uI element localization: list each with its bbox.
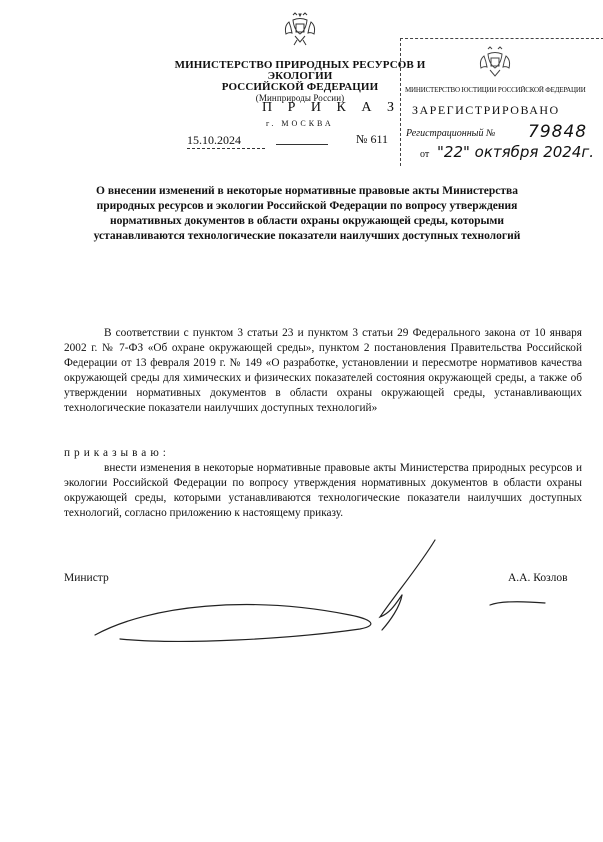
ministry-name-line2: РОССИЙСКОЙ ФЕДЕРАЦИИ [221, 81, 379, 93]
order-word: приказываю: [64, 447, 170, 459]
document-title: О внесении изменений в некоторые нормативные правовые акты Министерства природных ресурсов и экологии Российской Федерации по вопросу утверждения нормативных документов в области охраны окружающей среды, которыми устанавливаются технологические показатели наилучших доступных технологий [93, 185, 521, 242]
directive-paragraph: внести изменения в некоторые нормативные правовые акты Министерства природных ресурсов и экологии Российской Федерации по вопросу утверждения нормативных документов в области охраны окружающей среды, которыми устанавливаются технологические показатели наилучших доступных технологий, согласно приложению к настоящему приказу. [64, 462, 582, 519]
stamp-date-prefix: от [420, 149, 430, 160]
handwritten-signature [90, 535, 550, 655]
ministry-short-name: (Минприроды России) [255, 93, 345, 103]
stamp-authority: МИНИСТЕРСТВО ЮСТИЦИИ РОССИЙСКОЙ ФЕДЕРАЦИИ [405, 86, 586, 94]
stamp-reg-date: "22" октября 2024г. [437, 143, 595, 161]
signer-name: А.А. Козлов [508, 572, 568, 584]
document-city: г. МОСКВА [266, 119, 334, 128]
preamble-paragraph: В соответствии с пунктом 3 статьи 23 и пунктом 3 статьи 29 Федерального закона от 10 января 2002 г. № 7-ФЗ «Об охране окружающей среды», пунктом 2 постановления Правительства Российской Федерации от 13 февраля 2019 г. № 149 «О разработке, установлении и пересмотре нормативов качества окружающей среды для химических и физических показателей состояния окружающей среды, а также об утверждении нормативных документов в области охраны окружающей среды, устанавливающих технологические показатели наилучших доступных технологий» [64, 327, 582, 414]
document-number: № 611 [356, 132, 389, 146]
ministry-name-line1: МИНИСТЕРСТВО ПРИРОДНЫХ РЕСУРСОВ И ЭКОЛОГИИ [174, 59, 426, 82]
coat-of-arms-icon [283, 12, 317, 48]
signer-position: Министр [64, 572, 109, 584]
date-underline [276, 144, 328, 145]
stamp-reg-number: 79848 [528, 122, 588, 142]
stamp-title: ЗАРЕГИСТРИРОВАНО [412, 103, 560, 117]
document-date: 15.10.2024 [187, 133, 265, 149]
stamp-reg-label: Регистрационный № [406, 128, 496, 139]
document-type: П Р И К А З [262, 100, 400, 115]
stamp-emblem-icon [478, 46, 512, 82]
